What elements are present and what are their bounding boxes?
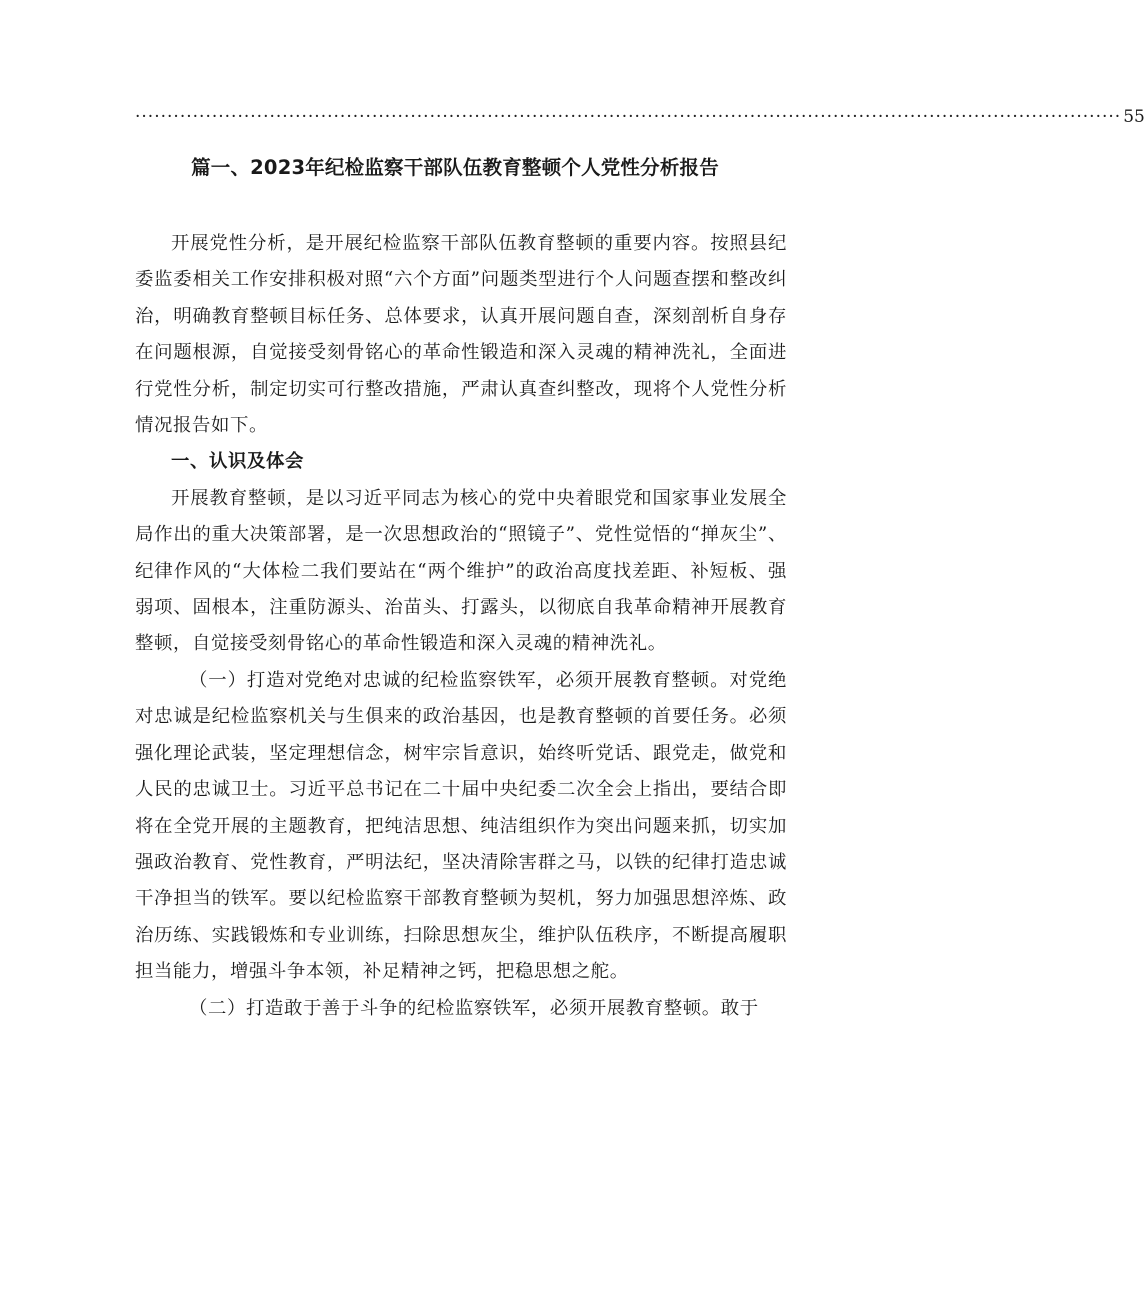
subsection-1-paragraph: （一）打造对党绝对忠诚的纪检监察铁军，必须开展教育整顿。对党绝对忠诚是纪检监察机关与生俱来的政治基因，也是教育整顿的首要任务。必须强化理论武装，坚定理想信念，树牢宗旨意识，始终听党话、跟党走，做党和人民的忠诚卫士。习近平总书记在二十届中央纪委二次全会上指出，要结合即将在全党开展的主题教育，把纯洁思想、纯洁组织作为突出问题来抓，切实加强政治教育、党性教育，严明法纪，坚决清除害群之马，以铁的纪律打造忠诚干净担当的铁军。要以纪检监察干部教育整顿为契机，努力加强思想淬炼、政治历练、实践锻炼和专业训练，扫除思想灰尘，维护队伍秩序，不断提高履职担当能力，增强斗争本领，补足精神之钙，把稳思想之舵。 — [135, 669, 787, 983]
subsection-2-paragraph: （二）打造敢于善于斗争的纪检监察铁军，必须开展教育整顿。敢于 — [189, 997, 759, 1019]
section-heading-1: 一、认识及体会 — [171, 451, 304, 473]
document-body — [135, 226, 787, 1027]
toc-leader-dots: ·························································································································································· — [135, 107, 1122, 127]
toc-entry[interactable] — [135, 104, 1145, 130]
section-1-paragraph: 开展教育整顿，是以习近平同志为核心的党中央着眼党和国家事业发展全局作出的重大决策部署，是一次思想政治的“照镜子”、党性觉悟的“掸灰尘”、纪律作风的“大体检二我们要站在“两个维护”的政治高度找差距、补短板、强弱项、固根本，注重防源头、治苗头、打露头，以彻底自我革命精神开展教育整顿，自觉接受刻骨铭心的革命性锻造和深入灵魂的精神洗礼。 — [135, 487, 787, 655]
toc-page-number: 55 — [1123, 107, 1145, 127]
intro-paragraph: 开展党性分析，是开展纪检监察干部队伍教育整顿的重要内容。按照县纪委监委相关工作安排积极对照“六个方面”问题类型进行个人问题查摆和整改纠治，明确教育整顿目标任务、总体要求，认真开展问题自查，深刻剖析自身存在问题根源，自觉接受刻骨铭心的革命性锻造和深入灵魂的精神洗礼，全面进行党性分析，制定切实可行整改措施，严肃认真查纠整改，现将个人党性分析情况报告如下。 — [135, 233, 787, 437]
document-title: 篇一、2023年纪检监察干部队伍教育整顿个人党性分析报告 — [191, 156, 719, 179]
